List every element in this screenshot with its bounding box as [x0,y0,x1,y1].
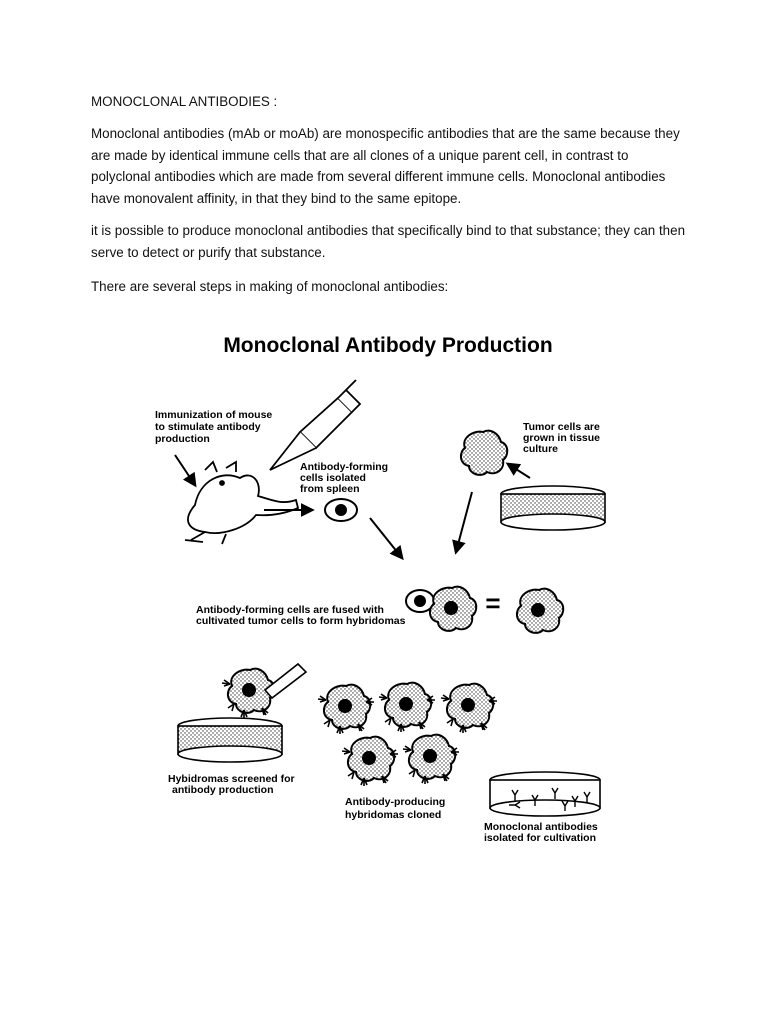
syringe-icon [270,380,360,470]
steps-paragraph: There are several steps in making of monoclonal antibodies: [91,279,449,294]
arrow-to-mouse [175,455,195,485]
label-fused-line2: cultivated tumor cells to form hybridomas [196,615,406,627]
label-cloned-line2: hybridomas cloned [345,809,442,821]
label-isolated-line1: Monoclonal antibodies [484,821,598,833]
antibody-dish-icon [490,772,600,816]
label-screened-line2: antibody production [172,784,274,796]
tumor-cell-icon [461,431,507,475]
label-immunization-line1: Immunization of mouse [155,409,273,421]
label-immunization-line2: to stimulate antibody [155,421,261,433]
intro-paragraph: Monoclonal antibodies (mAb or moAb) are monospecific antibodies that are the same because they are made by identical immune cells that are all clones of a unique parent cell, in contrast to polyclonal antibodies which are made from several different immune cells. Monoclonal antibodies have monovalent affinity, in that they bind to the same epitope. [91,126,680,206]
arrow-to-fusion-left [370,518,402,558]
label-tumor-line1: Tumor cells are [523,421,600,433]
antibody-production-figure [0,320,768,860]
figure-title: Monoclonal Antibody Production [223,334,553,357]
label-antibody-forming-line2: cells isolated [300,472,366,484]
label-tumor-line2: grown in tissue [523,432,601,444]
label-antibody-forming-line1: Antibody-forming [300,461,389,473]
label-screened-line1: Hybidromas screened for [168,773,295,785]
screening-dish-icon [178,664,306,762]
label-cloned-line1: Antibody-producing [345,796,446,808]
mouse-illustration [185,462,298,544]
culture-dish-icon [501,486,605,530]
cloned-hybridomas [318,683,497,786]
arrow-to-tumor-cell [508,464,530,478]
label-tumor-line3: culture [523,443,559,455]
fusion-illustration [406,587,563,633]
label-fused-line1: Antibody-forming cells are fused with [196,604,384,616]
diagram-svg [0,320,768,860]
arrow-to-fusion-right [456,492,472,552]
equals-sign: = [485,588,501,618]
label-isolated-line2: isolated for cultivation [484,832,597,844]
section-heading: MONOCLONAL ANTIBODIES : [91,94,278,109]
antibody-forming-cell-icon [325,499,357,521]
label-antibody-forming-line3: from spleen [300,483,360,495]
usage-paragraph: it is possible to produce monoclonal antibodies that specifically bind to that substance; they can then serve to detect or purify that substance. [91,223,686,260]
label-immunization-line3: production [155,433,210,445]
